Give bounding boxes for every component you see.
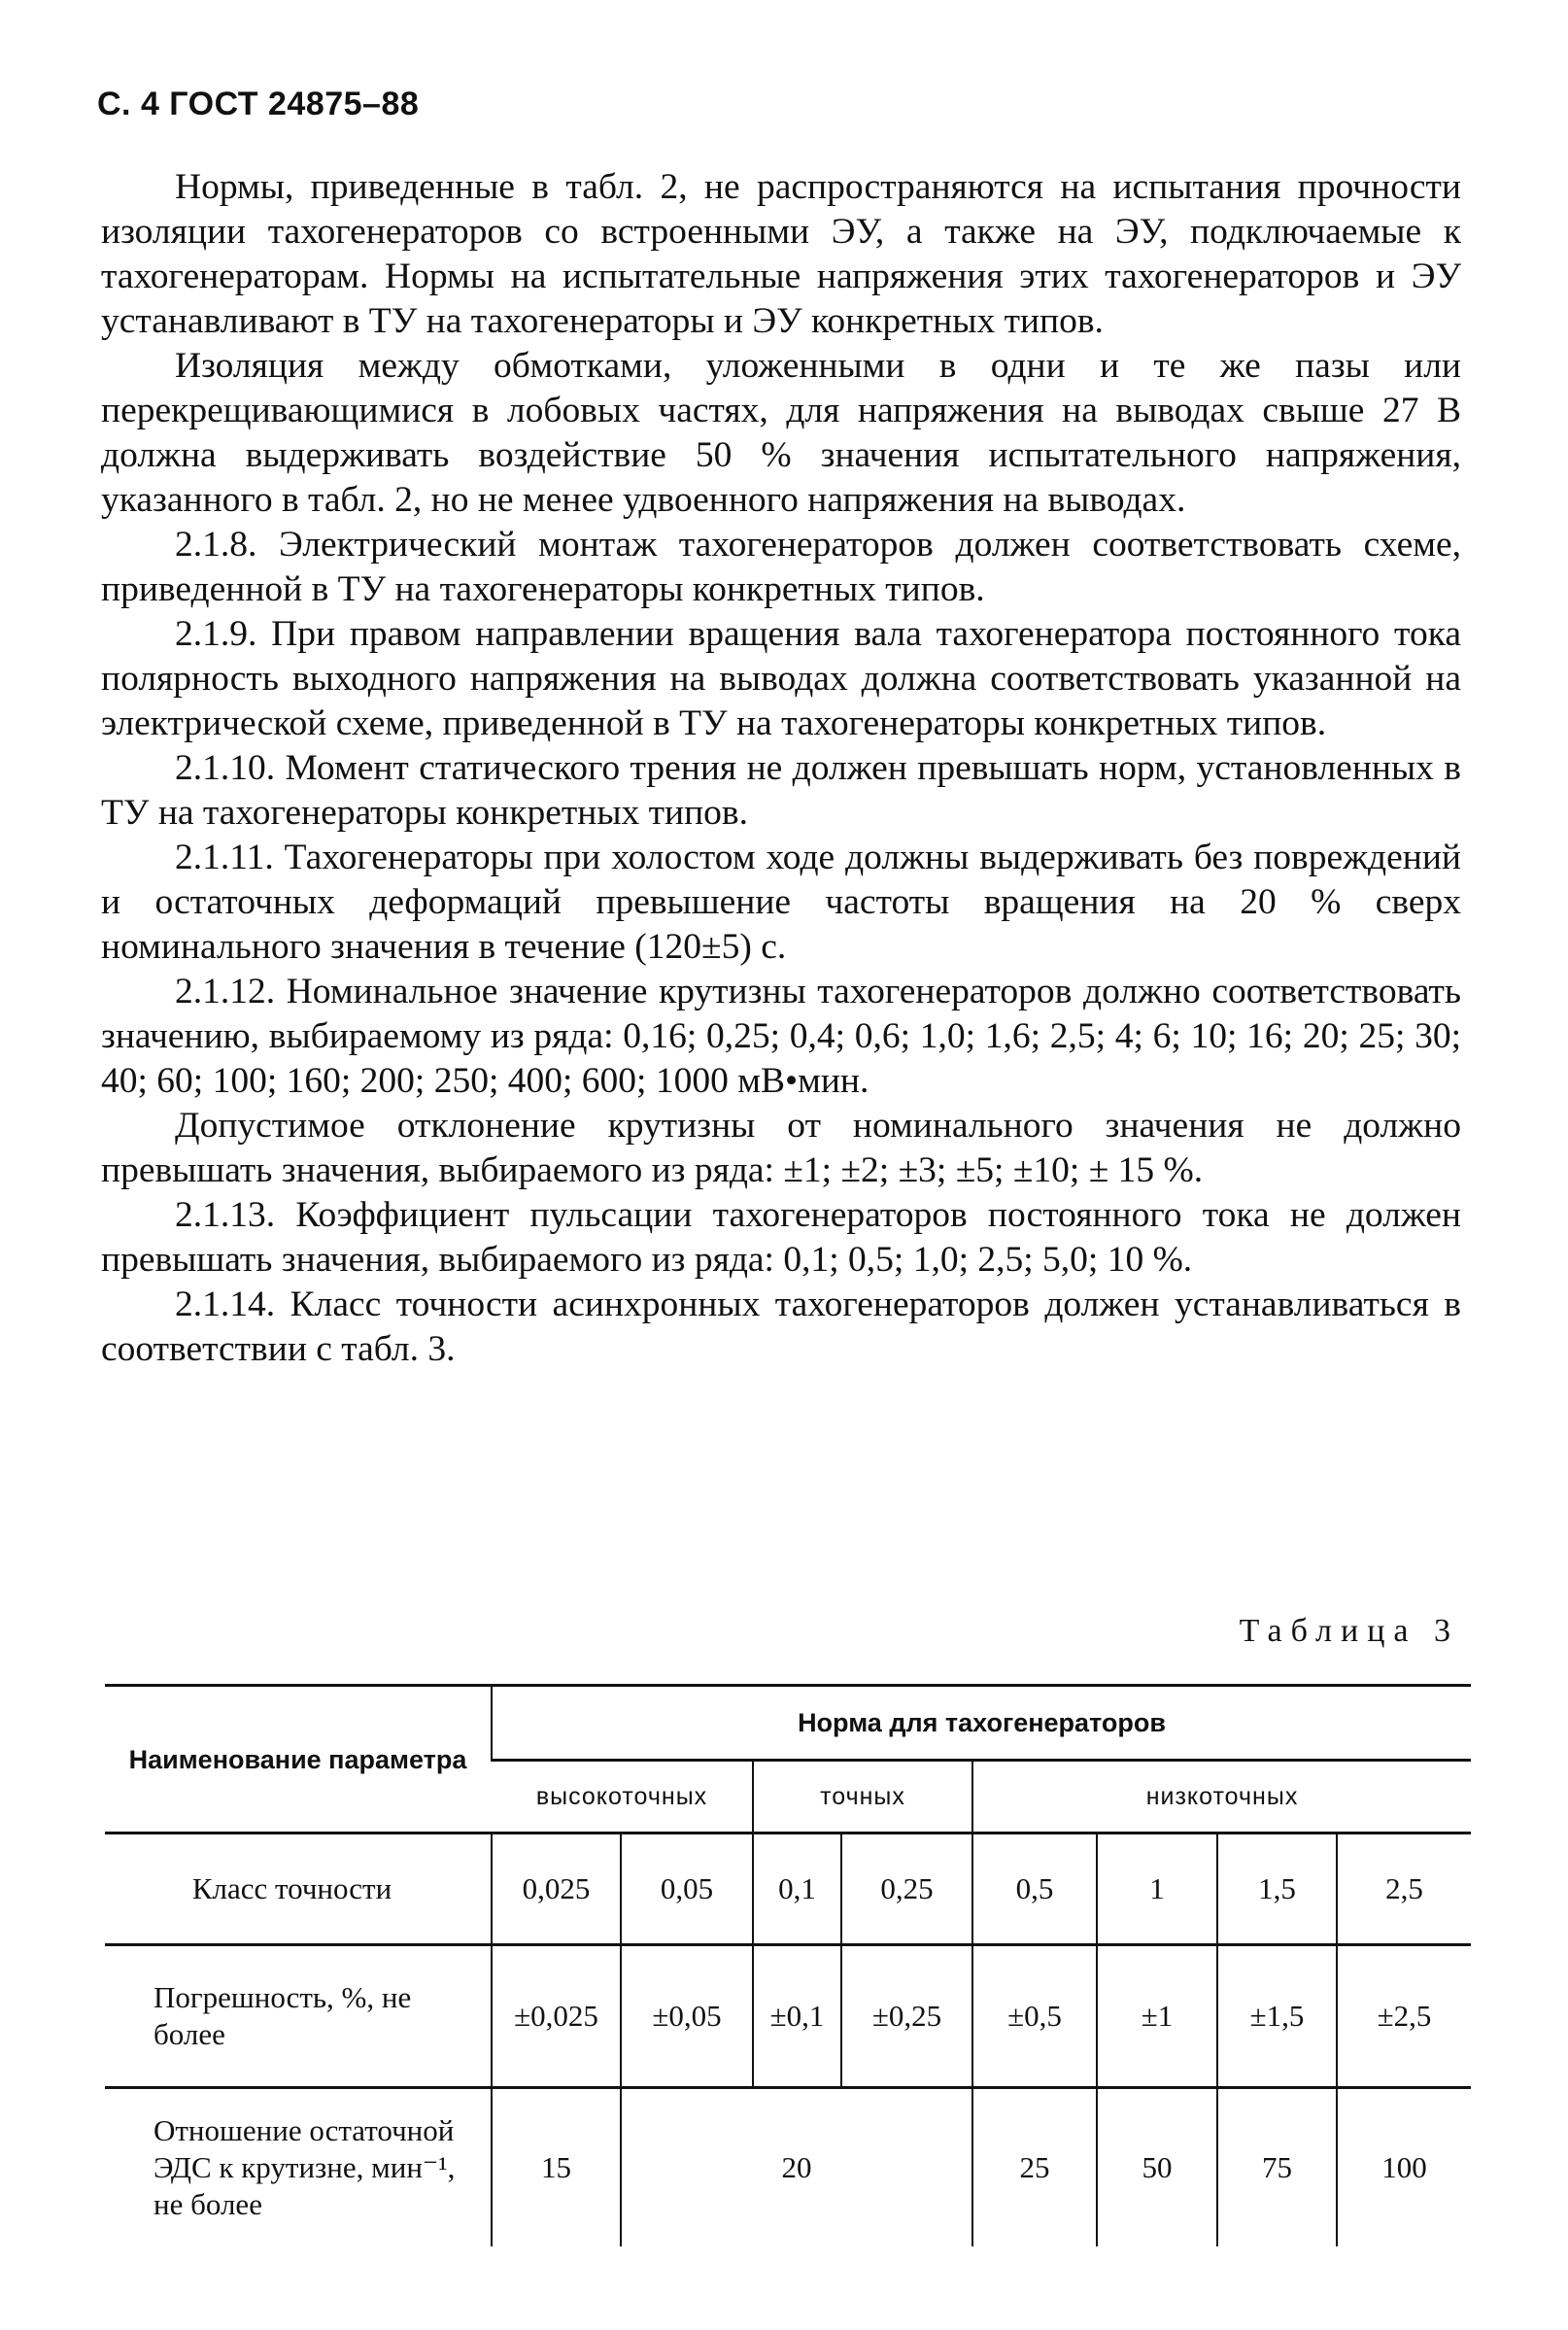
paragraph: 2.1.12. Номинальное значение крутизны тахогенераторов должно соответствовать значению, выбираемому из ряда: 0,16; 0,25; 0,4; 0,6; 1,0; 1,6; 2,5; 4; 6; 10; 16; 20; 25; 30; 40; 60; 100; 160; 200; 250; 400; 600; 1000 мВ•мин.: [101, 972, 1461, 1101]
paragraph: 2.1.8. Электрический монтаж тахогенераторов должен соответствовать схеме, приведенной в ТУ на тахогенераторы конкретных типов.: [101, 525, 1461, 609]
table-cell: 15: [492, 2088, 621, 2247]
row-label: Класс точности: [105, 1833, 492, 1945]
paragraph: 2.1.10. Момент статического трения не должен превышать норм, установленных в ТУ на тахогенераторы конкретных типов.: [101, 748, 1461, 833]
subheader-precision: точных: [753, 1761, 972, 1833]
table-cell: ±1: [1097, 1945, 1217, 2088]
table-cell: ±0,25: [841, 1945, 972, 2088]
norms-table: [105, 1684, 1471, 2246]
page-header: С. 4 ГОСТ 24875–88: [97, 86, 420, 122]
group-header: Норма для тахогенераторов: [492, 1686, 1471, 1761]
table-cell: 2,5: [1337, 1833, 1471, 1945]
table-cell: 0,25: [841, 1833, 972, 1945]
paragraph: Изоляция между обмотками, уложенными в одни и те же пазы или перекрещивающимися в лобовых частях, для напряжения на выводах свыше 27 В должна выдерживать воздействие 50 % значения испытательного напряжения, указанного в табл. 2, но не менее удвоенного напряжения на выводах.: [101, 346, 1461, 520]
table-row: [105, 1945, 1471, 2088]
table-cell: 1,5: [1217, 1833, 1337, 1945]
table-row: [105, 1833, 1471, 1945]
subheader-low-precision: низкоточных: [972, 1761, 1471, 1833]
table-cell: ±1,5: [1217, 1945, 1337, 2088]
paragraph: Допустимое отклонение крутизны от номинального значения не должно превышать значения, выбираемого из ряда: ±1; ±2; ±3; ±5; ±10; ± 15 %.: [101, 1106, 1461, 1190]
table-cell: 0,025: [492, 1833, 621, 1945]
table-cell: ±0,5: [972, 1945, 1097, 2088]
table-cell: 50: [1097, 2088, 1217, 2247]
paragraph: 2.1.9. При правом направлении вращения вала тахогенератора постоянного тока полярность выходного напряжения на выводах должна соответствовать указанной на электрической схеме, приведенной в ТУ на тахогенераторы конкретных типов.: [101, 614, 1461, 743]
table-cell: ±0,1: [753, 1945, 841, 2088]
table-cell: 1: [1097, 1833, 1217, 1945]
paragraph: Нормы, приведенные в табл. 2, не распространяются на испытания прочности изоляции тахогенераторов со встроенными ЭУ, а также на ЭУ, подключаемые к тахогенераторам. Нормы на испытательные напряжения этих тахогенераторов и ЭУ устанавливают в ТУ на тахогенераторы и ЭУ конкретных типов.: [101, 167, 1461, 341]
paragraph: 2.1.14. Класс точности асинхронных тахогенераторов должен устанавливаться в соответствии с табл. 3.: [101, 1285, 1461, 1369]
paragraph: 2.1.13. Коэффициент пульсации тахогенераторов постоянного тока не должен превышать значения, выбираемого из ряда: 0,1; 0,5; 1,0; 2,5; 5,0; 10 %.: [101, 1195, 1461, 1280]
table-row: [105, 2088, 1471, 2247]
table-cell: 0,5: [972, 1833, 1097, 1945]
table-cell: 25: [972, 2088, 1097, 2247]
table-cell: 100: [1337, 2088, 1471, 2247]
table-cell: 0,05: [621, 1833, 753, 1945]
table-cell: ±0,025: [492, 1945, 621, 2088]
paragraph: 2.1.11. Тахогенераторы при холостом ходе должны выдерживать без повреждений и остаточных деформаций превышение частоты вращения на 20 % сверх номинального значения в течение (120±5) с.: [101, 838, 1461, 967]
table-cell: ±0,05: [621, 1945, 753, 2088]
row-label: Погрешность, %, не более: [105, 1945, 492, 2088]
param-header: Наименование параметра: [105, 1686, 492, 1833]
table-cell: ±2,5: [1337, 1945, 1471, 2088]
subheader-high-precision: высокоточных: [492, 1761, 753, 1833]
table-cell: 75: [1217, 2088, 1337, 2247]
table-title: Таблица 3: [1239, 1613, 1459, 1649]
table-cell: 0,1: [753, 1833, 841, 1945]
table-cell: 20: [621, 2088, 972, 2247]
row-label: Отношение остаточной ЭДС к крутизне, мин⁻¹, не более: [153, 2113, 456, 2221]
body-text: [101, 165, 1461, 1372]
